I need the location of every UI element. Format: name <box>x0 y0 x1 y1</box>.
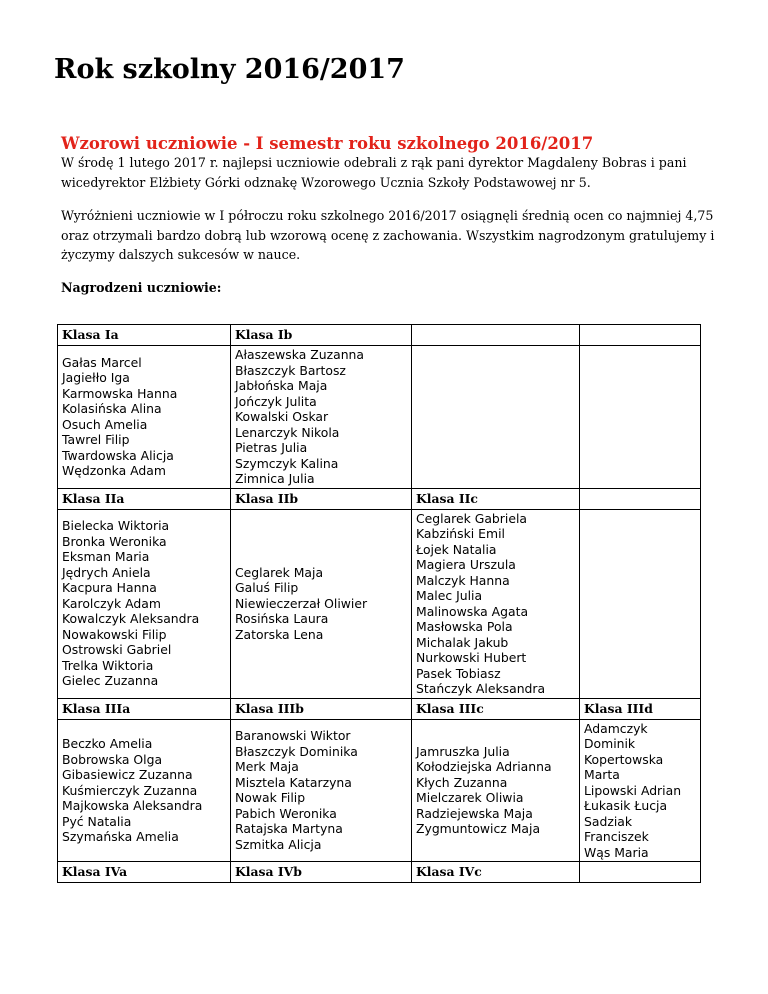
table-names-row <box>58 719 701 862</box>
table-header-row <box>58 862 701 883</box>
student-name: Malczyk Hanna <box>416 572 510 588</box>
student-name: Lipowski Adrian <box>584 782 682 798</box>
class-header <box>580 862 701 883</box>
student-name: Błaszczyk Dominika <box>235 743 358 759</box>
student-name: Baranowski Wiktor <box>235 728 351 744</box>
class-header: Klasa Ia <box>58 325 231 346</box>
student-name: Wędzonka Adam <box>62 463 166 479</box>
student-name: Radziejewska Maja <box>416 805 533 821</box>
class-header: Klasa IIIc <box>412 698 580 719</box>
student-name: Wąs Maria <box>584 844 649 860</box>
student-list <box>412 719 580 862</box>
student-list <box>580 719 701 862</box>
student-name: Dominik <box>584 736 636 751</box>
student-name: Szymańska Amelia <box>62 829 179 844</box>
student-name: Malec Julia <box>416 588 483 603</box>
student-name: Majkowska Aleksandra <box>62 798 203 813</box>
student-name: Beczko Amelia <box>62 736 153 751</box>
student-name: Eksman Maria <box>62 549 150 565</box>
class-header: Klasa IVb <box>231 862 412 883</box>
student-name: Bielecka Wiktoria <box>62 518 170 534</box>
student-name: Pietras Julia <box>235 440 308 455</box>
class-header <box>580 488 701 509</box>
student-name: Jończyk Julita <box>235 393 317 409</box>
student-name: Karolczyk Adam <box>62 595 161 611</box>
student-name: Pyć Natalia <box>62 813 132 829</box>
student-name: Szmitka Alicja <box>235 836 322 852</box>
table-header-row <box>58 698 701 719</box>
student-name: Bronka Weronika <box>62 533 167 549</box>
student-name: Szymczyk Kalina <box>235 455 339 471</box>
student-name: Gałas Marcel <box>62 354 142 370</box>
student-name: Kłych Zuzanna <box>416 774 508 790</box>
student-name: Kowalczyk Aleksandra <box>62 611 200 627</box>
criteria-paragraph: Wyróżnieni uczniowie w I półroczu roku szkolnego 2016/2017 osiągnęli średnią ocen co najmniej 4,75 oraz otrzymali bardzo dobrą lub wzorową ocenę z zachowania. Wszystkim nagrodzonym gratulujemy i życzymy dalszych sukcesów w nauce. <box>61 208 715 262</box>
page-title: Rok szkolny 2016/2017 <box>54 54 405 85</box>
student-list <box>412 509 580 698</box>
student-name: Jędrych Aniela <box>62 564 151 580</box>
student-name: Nowakowski Filip <box>62 626 167 642</box>
student-list <box>412 346 580 489</box>
table-names-row <box>58 346 701 489</box>
student-name: Nowak Filip <box>235 790 306 806</box>
student-name: Kołodziejska Adrianna <box>416 759 552 775</box>
student-name: Jamruszka Julia <box>416 743 510 759</box>
student-name: Gibasiewicz Zuzanna <box>62 767 193 782</box>
student-name: Mielczarek Oliwia <box>416 790 524 806</box>
student-name: Kacpura Hanna <box>62 580 157 596</box>
student-name: Rosińska Laura <box>235 611 329 627</box>
student-name: Kuśmierczyk Zuzanna <box>62 782 198 798</box>
student-name: Twardowska Alicja <box>62 447 174 463</box>
class-header: Klasa IIc <box>412 488 580 509</box>
table-header-row <box>58 488 701 509</box>
student-name: Michalak Jakub <box>416 634 509 650</box>
student-list <box>58 346 231 489</box>
student-list <box>580 509 701 698</box>
student-name: Stańczyk Aleksandra <box>416 681 546 696</box>
student-name: Adamczyk <box>584 720 648 736</box>
student-name: Osuch Amelia <box>62 416 148 432</box>
student-name: Tawrel Filip <box>62 432 130 448</box>
student-name: Jagiełło Iga <box>62 370 130 386</box>
student-name: Pabich Weronika <box>235 805 337 821</box>
class-header <box>580 325 701 346</box>
student-name: Pasek Tobiasz <box>416 665 501 681</box>
student-list <box>58 719 231 862</box>
class-header: Klasa IIa <box>58 488 231 509</box>
awarded-students-label: Nagrodzeni uczniowie: <box>61 280 222 295</box>
student-name: Gielec Zuzanna <box>62 673 159 689</box>
student-name: Masłowska Pola <box>416 619 513 634</box>
student-name: Ceglarek Maja <box>235 564 324 580</box>
section-heading: Wzorowi uczniowie - I semestr roku szkolnego 2016/2017 <box>61 134 594 153</box>
table-header-row <box>58 325 701 346</box>
student-name: Franciszek <box>584 829 649 844</box>
student-name: Bobrowska Olga <box>62 751 163 767</box>
student-name: Niewieczerzał Oliwier <box>235 595 368 611</box>
student-name: Lenarczyk Nikola <box>235 424 340 440</box>
student-name: Trelka Wiktoria <box>62 657 154 673</box>
student-name: Jabłońska Maja <box>235 378 328 393</box>
student-list <box>231 509 412 698</box>
class-header: Klasa IIb <box>231 488 412 509</box>
student-name: Błaszczyk Bartosz <box>235 362 346 378</box>
student-list <box>231 346 412 489</box>
class-header: Klasa IIIa <box>58 698 231 719</box>
student-name: Zatorska Lena <box>235 626 324 642</box>
student-list <box>58 509 231 698</box>
class-header: Klasa IIId <box>580 698 701 719</box>
student-name: Ratajska Martyna <box>235 821 343 837</box>
student-name: Ceglarek Gabriela <box>416 510 527 526</box>
student-name: Galuś Filip <box>235 580 299 596</box>
student-name: Ostrowski Gabriel <box>62 642 172 658</box>
student-name: Kolasińska Alina <box>62 401 162 417</box>
student-name: Kabziński Emil <box>416 526 505 541</box>
student-name: Karmowska Hanna <box>62 385 178 401</box>
student-name: Łojek Natalia <box>416 541 497 557</box>
student-name: Kopertowska <box>584 751 664 767</box>
student-list <box>580 346 701 489</box>
student-list <box>231 719 412 862</box>
student-name: Ałaszewska Zuzanna <box>235 347 364 362</box>
student-name: Zimnica Julia <box>235 471 315 486</box>
class-header: Klasa Ib <box>231 325 412 346</box>
class-header <box>412 325 580 346</box>
class-header: Klasa IVc <box>412 862 580 883</box>
student-name: Marta <box>584 767 620 782</box>
student-name: Sadziak <box>584 813 633 829</box>
student-name: Merk Maja <box>235 759 299 775</box>
class-header: Klasa IVa <box>58 862 231 883</box>
class-header: Klasa IIIb <box>231 698 412 719</box>
awarded-students-table <box>57 324 701 883</box>
student-name: Magiera Urszula <box>416 557 516 572</box>
intro-paragraph: W środę 1 lutego 2017 r. najlepsi uczniowie odebrali z rąk pani dyrektor Magdaleny Bobras i pani wicedyrektor Elżbiety Górki odznakę Wzorowego Ucznia Szkoły Podstawowej nr 5. <box>61 155 687 190</box>
student-name: Misztela Katarzyna <box>235 774 352 790</box>
student-name: Malinowska Agata <box>416 603 529 619</box>
student-name: Nurkowski Hubert <box>416 650 527 665</box>
student-name: Kowalski Oskar <box>235 409 329 424</box>
student-name: Zygmuntowicz Maja <box>416 821 541 837</box>
table-names-row <box>58 509 701 698</box>
student-name: Łukasik Łucja <box>584 798 668 813</box>
